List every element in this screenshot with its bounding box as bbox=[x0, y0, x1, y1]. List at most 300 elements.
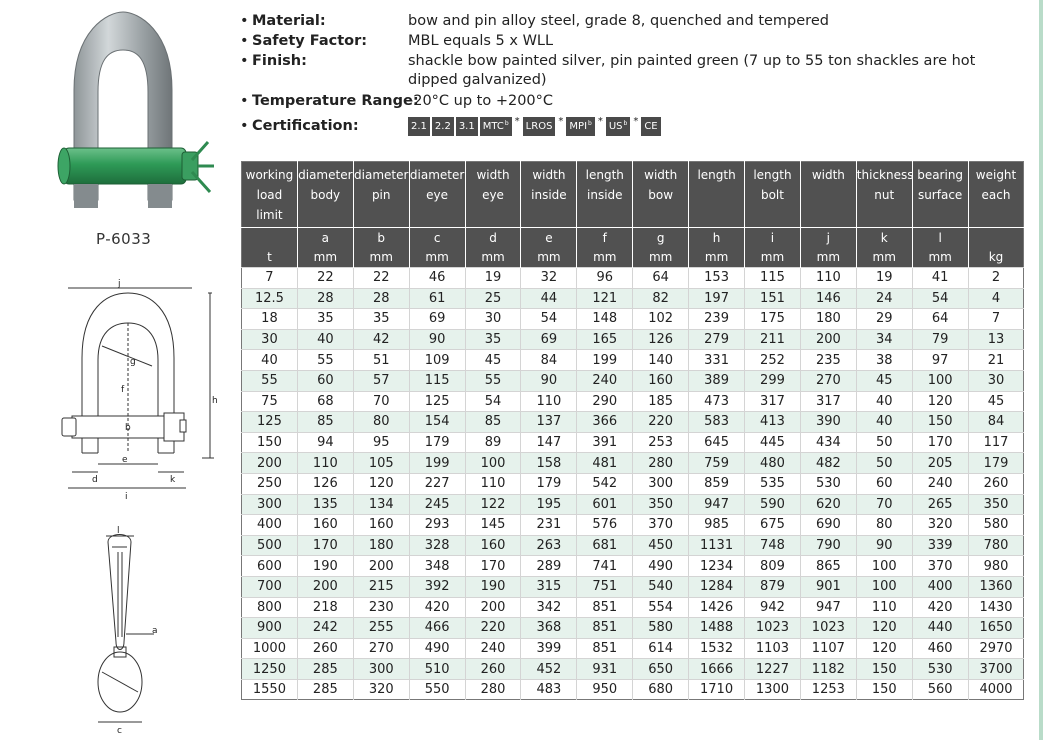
table-cell: 79 bbox=[912, 329, 968, 350]
table-cell: 535 bbox=[745, 473, 801, 494]
table-cell: 366 bbox=[577, 412, 633, 433]
unit-label: mm bbox=[313, 250, 338, 264]
bullet: • bbox=[240, 118, 249, 134]
table-cell: 700 bbox=[242, 576, 298, 597]
table-cell: 89 bbox=[465, 432, 521, 453]
table-cell: 70 bbox=[856, 494, 912, 515]
dimension-symbol bbox=[969, 228, 1024, 248]
table-cell: 150 bbox=[856, 659, 912, 680]
column-header: bearing surface bbox=[912, 162, 968, 228]
column-unit bbox=[465, 228, 521, 268]
table-cell: 190 bbox=[465, 576, 521, 597]
table-cell: 650 bbox=[633, 659, 689, 680]
table-cell: 300 bbox=[353, 659, 409, 680]
table-cell: 255 bbox=[353, 618, 409, 639]
column-unit bbox=[353, 228, 409, 268]
table-cell: 154 bbox=[409, 412, 465, 433]
bullet: • bbox=[240, 93, 249, 109]
table-cell: 200 bbox=[353, 556, 409, 577]
table-cell: 947 bbox=[800, 597, 856, 618]
column-header: length bolt bbox=[745, 162, 801, 228]
table-cell: 480 bbox=[745, 453, 801, 474]
table-cell: 780 bbox=[968, 535, 1024, 556]
table-cell: 400 bbox=[242, 515, 298, 536]
table-cell: 1023 bbox=[745, 618, 801, 639]
table-cell: 122 bbox=[465, 494, 521, 515]
column-header: width inside bbox=[521, 162, 577, 228]
table-cell: 69 bbox=[409, 309, 465, 330]
table-cell: 342 bbox=[521, 597, 577, 618]
spec-label: Material: bbox=[252, 13, 326, 29]
table-cell: 94 bbox=[297, 432, 353, 453]
table-cell: 500 bbox=[242, 535, 298, 556]
dimension-symbol: g bbox=[656, 231, 665, 245]
table-cell: 38 bbox=[856, 350, 912, 371]
column-header: width bow bbox=[633, 162, 689, 228]
table-cell: 170 bbox=[912, 432, 968, 453]
table-cell: 54 bbox=[912, 288, 968, 309]
table-cell: 80 bbox=[353, 412, 409, 433]
table-cell: 227 bbox=[409, 473, 465, 494]
table-cell: 197 bbox=[689, 288, 745, 309]
table-cell: 220 bbox=[465, 618, 521, 639]
label-k: k bbox=[170, 475, 176, 485]
table-cell: 190 bbox=[297, 556, 353, 577]
table-row bbox=[242, 618, 1024, 639]
table-cell: 165 bbox=[577, 329, 633, 350]
label-i: i bbox=[125, 492, 128, 502]
cert-badge: 2.2 bbox=[432, 117, 454, 136]
table-cell: 590 bbox=[745, 494, 801, 515]
table-cell: 263 bbox=[521, 535, 577, 556]
table-cell: 680 bbox=[633, 679, 689, 700]
table-cell: 1234 bbox=[689, 556, 745, 577]
table-cell: 1227 bbox=[745, 659, 801, 680]
table-row bbox=[242, 309, 1024, 330]
spec-value: bow and pin alloy steel, grade 8, quenched and tempered bbox=[408, 13, 829, 29]
table-cell: 57 bbox=[353, 370, 409, 391]
table-cell: 851 bbox=[577, 597, 633, 618]
column-header: diameter eye bbox=[409, 162, 465, 228]
table-cell: 392 bbox=[409, 576, 465, 597]
table-cell: 179 bbox=[409, 432, 465, 453]
table-cell: 35 bbox=[465, 329, 521, 350]
unit-label: mm bbox=[648, 250, 673, 264]
bullet: • bbox=[240, 33, 249, 49]
table-cell: 400 bbox=[912, 576, 968, 597]
table-cell: 126 bbox=[297, 473, 353, 494]
table-row bbox=[242, 268, 1024, 289]
table-cell: 231 bbox=[521, 515, 577, 536]
table-cell: 46 bbox=[409, 268, 465, 289]
bullet: • bbox=[240, 13, 249, 29]
table-cell: 242 bbox=[297, 618, 353, 639]
table-cell: 110 bbox=[465, 473, 521, 494]
label-e: e bbox=[122, 455, 128, 465]
table-row bbox=[242, 370, 1024, 391]
unit-label: t bbox=[267, 250, 272, 264]
table-cell: 90 bbox=[856, 535, 912, 556]
table-cell: 100 bbox=[912, 370, 968, 391]
table-cell: 153 bbox=[689, 268, 745, 289]
table-cell: 370 bbox=[633, 515, 689, 536]
table-cell: 126 bbox=[633, 329, 689, 350]
dimension-symbol: h bbox=[712, 231, 721, 245]
table-cell: 542 bbox=[577, 473, 633, 494]
table-cell: 290 bbox=[577, 391, 633, 412]
table-cell: 137 bbox=[521, 412, 577, 433]
table-cell: 120 bbox=[856, 618, 912, 639]
table-cell: 947 bbox=[689, 494, 745, 515]
column-unit bbox=[800, 228, 856, 268]
unit-label: mm bbox=[425, 250, 449, 264]
unit-label: kg bbox=[988, 250, 1004, 264]
badge-separator: * bbox=[633, 116, 639, 127]
table-cell: 293 bbox=[409, 515, 465, 536]
table-cell: 40 bbox=[242, 350, 298, 371]
table-row bbox=[242, 515, 1024, 536]
table-cell: 1430 bbox=[968, 597, 1024, 618]
table-cell: 413 bbox=[745, 412, 801, 433]
table-cell: 117 bbox=[968, 432, 1024, 453]
table-cell: 40 bbox=[297, 329, 353, 350]
table-cell: 150 bbox=[856, 679, 912, 700]
table-cell: 280 bbox=[465, 679, 521, 700]
table-cell: 24 bbox=[856, 288, 912, 309]
table-cell: 240 bbox=[577, 370, 633, 391]
table-cell: 18 bbox=[242, 309, 298, 330]
table-cell: 368 bbox=[521, 618, 577, 639]
table-cell: 1131 bbox=[689, 535, 745, 556]
table-cell: 1666 bbox=[689, 659, 745, 680]
table-cell: 121 bbox=[577, 288, 633, 309]
table-row bbox=[242, 391, 1024, 412]
table-cell: 151 bbox=[745, 288, 801, 309]
table-cell: 901 bbox=[800, 576, 856, 597]
table-cell: 102 bbox=[633, 309, 689, 330]
certification-badges bbox=[408, 117, 663, 136]
table-cell: 125 bbox=[409, 391, 465, 412]
label-c: c bbox=[117, 726, 122, 736]
table-cell: 109 bbox=[409, 350, 465, 371]
table-cell: 68 bbox=[297, 391, 353, 412]
table-cell: 45 bbox=[968, 391, 1024, 412]
table-cell: 859 bbox=[689, 473, 745, 494]
table-cell: 1710 bbox=[689, 679, 745, 700]
table-cell: 942 bbox=[745, 597, 801, 618]
label-l: l bbox=[117, 526, 120, 536]
table-cell: 675 bbox=[745, 515, 801, 536]
label-h: h bbox=[212, 396, 218, 406]
table-cell: 64 bbox=[912, 309, 968, 330]
dimension-symbol: d bbox=[489, 231, 497, 245]
table-cell: 180 bbox=[800, 309, 856, 330]
table-cell: 420 bbox=[912, 597, 968, 618]
table-cell: 851 bbox=[577, 618, 633, 639]
column-header: diameter pin bbox=[353, 162, 409, 228]
table-cell: 205 bbox=[912, 453, 968, 474]
table-cell: 865 bbox=[800, 556, 856, 577]
table-cell: 560 bbox=[912, 679, 968, 700]
unit-label: mm bbox=[593, 250, 617, 264]
table-cell: 285 bbox=[297, 679, 353, 700]
table-cell: 576 bbox=[577, 515, 633, 536]
table-cell: 40 bbox=[856, 391, 912, 412]
table-cell: 1550 bbox=[242, 679, 298, 700]
table-row bbox=[242, 412, 1024, 433]
table-cell: 13 bbox=[968, 329, 1024, 350]
column-unit bbox=[242, 228, 298, 268]
table-cell: 285 bbox=[297, 659, 353, 680]
table-cell: 483 bbox=[521, 679, 577, 700]
table-cell: 70 bbox=[353, 391, 409, 412]
table-cell: 110 bbox=[521, 391, 577, 412]
table-cell: 530 bbox=[912, 659, 968, 680]
table-cell: 391 bbox=[577, 432, 633, 453]
table-cell: 160 bbox=[633, 370, 689, 391]
table-cell: 150 bbox=[242, 432, 298, 453]
table-cell: 90 bbox=[521, 370, 577, 391]
dimension-symbol: f bbox=[602, 231, 607, 245]
table-cell: 179 bbox=[521, 473, 577, 494]
table-cell: 110 bbox=[856, 597, 912, 618]
unit-label: mm bbox=[481, 250, 505, 264]
table-cell: 115 bbox=[409, 370, 465, 391]
table-cell: 1250 bbox=[242, 659, 298, 680]
table-cell: 1000 bbox=[242, 638, 298, 659]
table-cell: 230 bbox=[353, 597, 409, 618]
spec-value: -20°C up to +200°C bbox=[408, 93, 554, 109]
table-cell: 299 bbox=[745, 370, 801, 391]
table-cell: 260 bbox=[297, 638, 353, 659]
column-unit bbox=[521, 228, 577, 268]
table-cell: 265 bbox=[912, 494, 968, 515]
table-cell: 22 bbox=[297, 268, 353, 289]
table-row bbox=[242, 473, 1024, 494]
table-cell: 85 bbox=[465, 412, 521, 433]
table-cell: 550 bbox=[409, 679, 465, 700]
table-cell: 95 bbox=[353, 432, 409, 453]
column-header: weight each bbox=[968, 162, 1024, 228]
spec-label: Temperature Range: bbox=[252, 93, 419, 109]
table-cell: 90 bbox=[409, 329, 465, 350]
table-cell: 270 bbox=[353, 638, 409, 659]
unit-label: mm bbox=[872, 250, 896, 264]
table-cell: 148 bbox=[577, 309, 633, 330]
table-cell: 25 bbox=[465, 288, 521, 309]
table-cell: 54 bbox=[521, 309, 577, 330]
unit-label: mm bbox=[816, 250, 841, 264]
cert-badge: 3.1 bbox=[456, 117, 478, 136]
table-cell: 4000 bbox=[968, 679, 1024, 700]
column-unit bbox=[297, 228, 353, 268]
table-row bbox=[242, 329, 1024, 350]
table-cell: 320 bbox=[353, 679, 409, 700]
dimension-symbol: c bbox=[433, 231, 441, 245]
side-view-drawing bbox=[86, 522, 191, 737]
dimension-symbol: e bbox=[545, 231, 553, 245]
spec-value: MBL equals 5 x WLL bbox=[408, 33, 554, 49]
table-header-row bbox=[242, 162, 1024, 228]
table-cell: 34 bbox=[856, 329, 912, 350]
table-cell: 315 bbox=[521, 576, 577, 597]
table-cell: 240 bbox=[465, 638, 521, 659]
table-cell: 42 bbox=[353, 329, 409, 350]
table-cell: 218 bbox=[297, 597, 353, 618]
table-cell: 100 bbox=[856, 576, 912, 597]
unit-label: mm bbox=[760, 250, 785, 264]
table-cell: 600 bbox=[242, 556, 298, 577]
table-cell: 180 bbox=[353, 535, 409, 556]
table-cell: 160 bbox=[353, 515, 409, 536]
table-cell: 790 bbox=[800, 535, 856, 556]
table-row bbox=[242, 659, 1024, 680]
table-cell: 22 bbox=[353, 268, 409, 289]
unit-label: mm bbox=[928, 250, 952, 264]
table-cell: 260 bbox=[968, 473, 1024, 494]
column-header: length bbox=[689, 162, 745, 228]
table-cell: 28 bbox=[353, 288, 409, 309]
table-cell: 54 bbox=[465, 391, 521, 412]
table-cell: 490 bbox=[633, 556, 689, 577]
column-header: length inside bbox=[577, 162, 633, 228]
table-cell: 2970 bbox=[968, 638, 1024, 659]
table-cell: 21 bbox=[968, 350, 1024, 371]
table-cell: 61 bbox=[409, 288, 465, 309]
table-cell: 120 bbox=[353, 473, 409, 494]
badge-separator: * bbox=[597, 116, 603, 127]
table-units-row bbox=[242, 228, 1024, 268]
table-cell: 200 bbox=[242, 453, 298, 474]
table-cell: 280 bbox=[633, 453, 689, 474]
table-cell: 146 bbox=[800, 288, 856, 309]
table-row bbox=[242, 288, 1024, 309]
unit-label: mm bbox=[369, 250, 393, 264]
table-cell: 900 bbox=[242, 618, 298, 639]
column-unit bbox=[577, 228, 633, 268]
table-cell: 200 bbox=[800, 329, 856, 350]
right-edge-bar bbox=[1039, 0, 1043, 740]
table-cell: 147 bbox=[521, 432, 577, 453]
table-cell: 370 bbox=[912, 556, 968, 577]
table-cell: 85 bbox=[297, 412, 353, 433]
table-cell: 120 bbox=[856, 638, 912, 659]
unit-label: mm bbox=[537, 250, 561, 264]
table-cell: 44 bbox=[521, 288, 577, 309]
table-cell: 490 bbox=[409, 638, 465, 659]
table-cell: 19 bbox=[465, 268, 521, 289]
column-header: diameter body bbox=[297, 162, 353, 228]
table-cell: 950 bbox=[577, 679, 633, 700]
table-cell: 540 bbox=[633, 576, 689, 597]
dimension-symbol: b bbox=[377, 231, 386, 245]
table-cell: 399 bbox=[521, 638, 577, 659]
table-cell: 931 bbox=[577, 659, 633, 680]
table-cell: 1023 bbox=[800, 618, 856, 639]
table-cell: 466 bbox=[409, 618, 465, 639]
table-cell: 211 bbox=[745, 329, 801, 350]
table-cell: 434 bbox=[800, 432, 856, 453]
table-cell: 482 bbox=[800, 453, 856, 474]
unit-label: mm bbox=[704, 250, 729, 264]
table-cell: 279 bbox=[689, 329, 745, 350]
cert-badge: MPI $^b$ bbox=[566, 117, 594, 136]
table-cell: 741 bbox=[577, 556, 633, 577]
table-cell: 110 bbox=[297, 453, 353, 474]
column-unit bbox=[856, 228, 912, 268]
table-cell: 35 bbox=[297, 309, 353, 330]
column-unit bbox=[633, 228, 689, 268]
table-cell: 125 bbox=[242, 412, 298, 433]
table-cell: 460 bbox=[912, 638, 968, 659]
table-cell: 879 bbox=[745, 576, 801, 597]
table-cell: 481 bbox=[577, 453, 633, 474]
table-cell: 300 bbox=[633, 473, 689, 494]
table-cell: 614 bbox=[633, 638, 689, 659]
table-cell: 64 bbox=[633, 268, 689, 289]
table-cell: 200 bbox=[465, 597, 521, 618]
table-cell: 253 bbox=[633, 432, 689, 453]
table-cell: 69 bbox=[521, 329, 577, 350]
table-row bbox=[242, 350, 1024, 371]
table-cell: 140 bbox=[633, 350, 689, 371]
dimension-symbol: k bbox=[880, 231, 888, 245]
table-row bbox=[242, 453, 1024, 474]
badge-separator: * bbox=[514, 116, 520, 127]
table-cell: 100 bbox=[856, 556, 912, 577]
table-cell: 851 bbox=[577, 638, 633, 659]
table-row bbox=[242, 494, 1024, 515]
column-unit bbox=[912, 228, 968, 268]
table-cell: 45 bbox=[465, 350, 521, 371]
table-cell: 110 bbox=[800, 268, 856, 289]
column-header: thickness nut bbox=[856, 162, 912, 228]
dimension-symbol: a bbox=[321, 231, 330, 245]
table-cell: 145 bbox=[465, 515, 521, 536]
column-unit bbox=[409, 228, 465, 268]
spec-label: Finish: bbox=[252, 53, 307, 69]
dimension-symbol: l bbox=[938, 231, 942, 245]
table-cell: 195 bbox=[521, 494, 577, 515]
table-cell: 134 bbox=[353, 494, 409, 515]
table-cell: 150 bbox=[912, 412, 968, 433]
table-cell: 105 bbox=[353, 453, 409, 474]
cert-badge: CE bbox=[641, 117, 660, 136]
table-cell: 751 bbox=[577, 576, 633, 597]
table-cell: 82 bbox=[633, 288, 689, 309]
table-cell: 75 bbox=[242, 391, 298, 412]
table-cell: 445 bbox=[745, 432, 801, 453]
table-cell: 179 bbox=[968, 453, 1024, 474]
table-cell: 985 bbox=[689, 515, 745, 536]
table-cell: 748 bbox=[745, 535, 801, 556]
column-header: working load limit bbox=[242, 162, 298, 228]
table-cell: 260 bbox=[465, 659, 521, 680]
table-cell: 348 bbox=[409, 556, 465, 577]
table-cell: 331 bbox=[689, 350, 745, 371]
dimension-symbol: j bbox=[826, 231, 831, 245]
table-cell: 12.5 bbox=[242, 288, 298, 309]
column-header: width bbox=[800, 162, 856, 228]
table-cell: 473 bbox=[689, 391, 745, 412]
table-cell: 100 bbox=[465, 453, 521, 474]
label-f: f bbox=[121, 385, 125, 395]
table-cell: 175 bbox=[745, 309, 801, 330]
table-cell: 1532 bbox=[689, 638, 745, 659]
table-row bbox=[242, 432, 1024, 453]
table-cell: 3700 bbox=[968, 659, 1024, 680]
table-cell: 1650 bbox=[968, 618, 1024, 639]
